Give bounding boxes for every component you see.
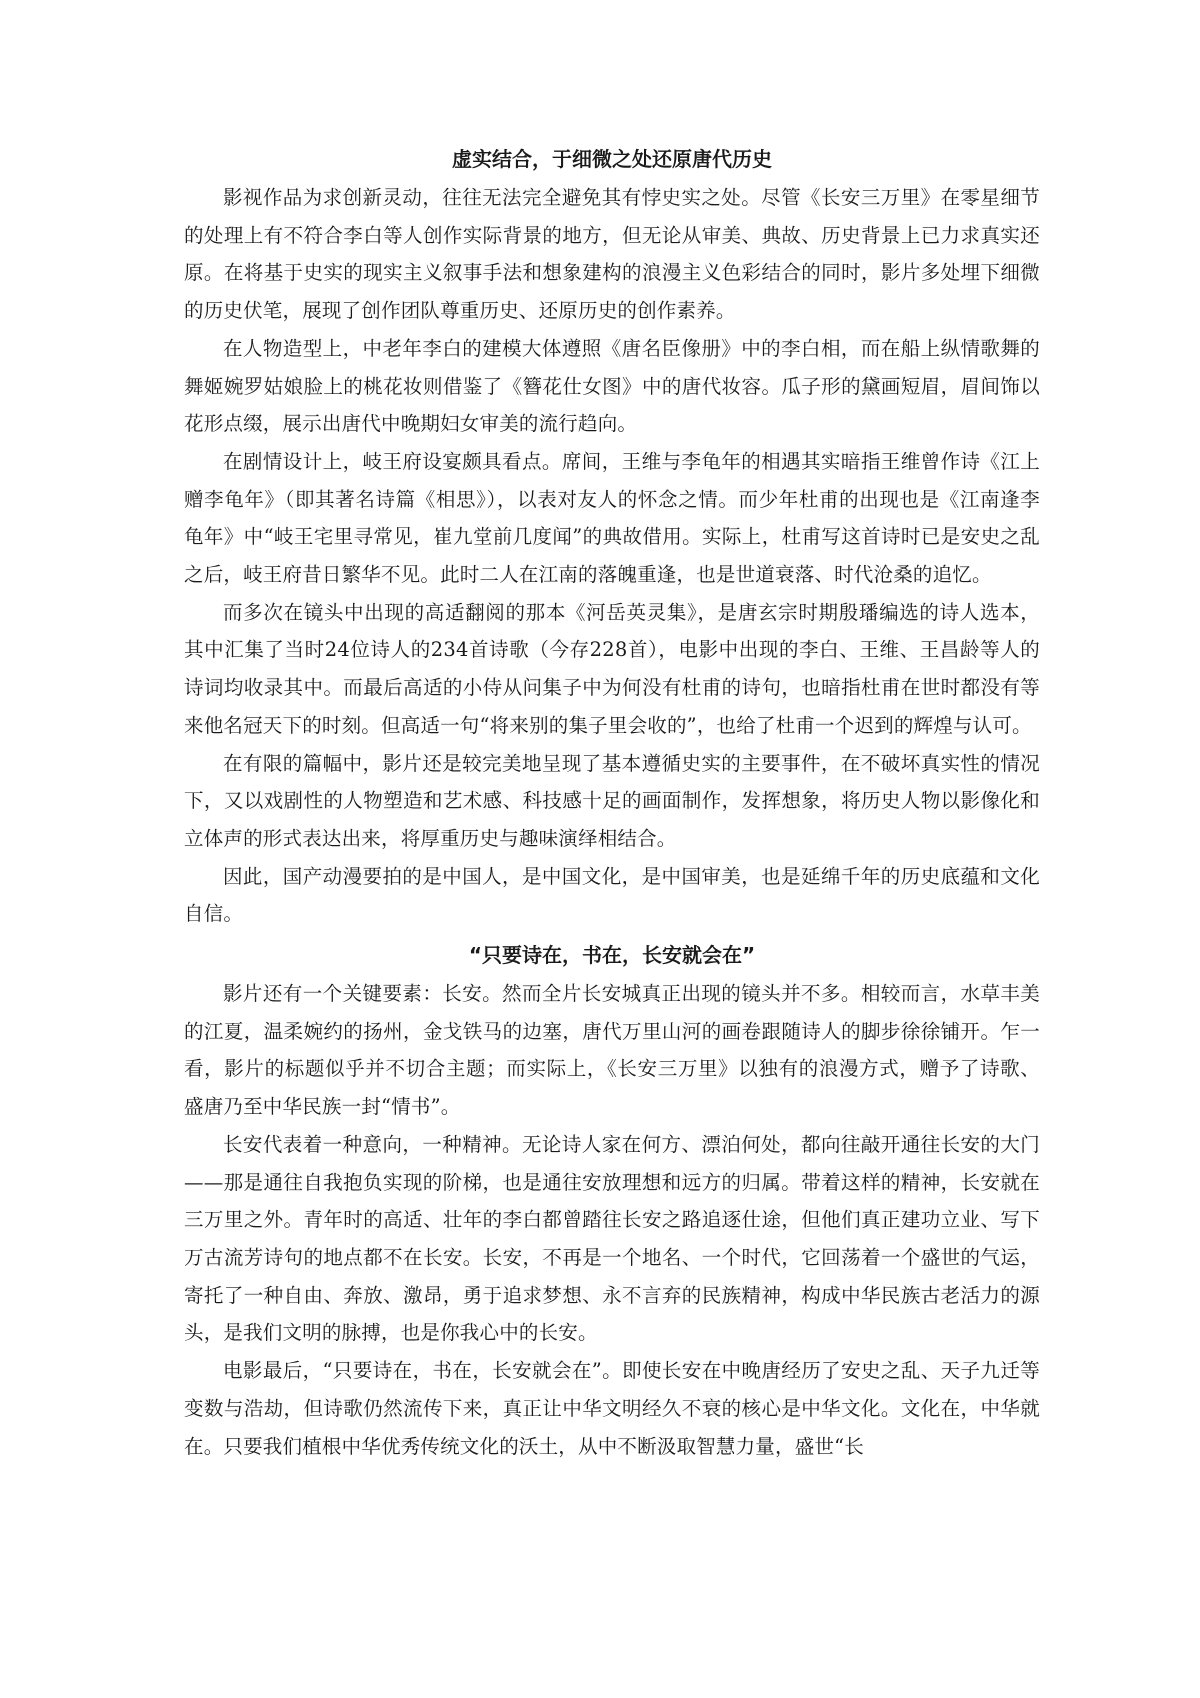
document-page [184, 143, 1040, 1465]
section-heading: “只要诗在，书在，长安就会在” [468, 943, 756, 968]
paragraph: 影片还有一个关键要素：长安。然而全片长安城真正出现的镜头并不多。相较而言，水草丰美的江夏，温柔婉约的扬州，金戈铁马的边塞，唐代万里山河的画卷跟随诗人的脚步徐徐铺开。乍一看，影片的标题似乎并不切合主题；而实际上，《长安三万里》以独有的浪漫方式，赠予了诗歌、盛唐乃至中华民族一封“情书”。 [184, 982, 1040, 1119]
section-heading: 虚实结合，于细微之处还原唐代历史 [452, 147, 772, 171]
paragraph: 影视作品为求创新灵动，往往无法完全避免其有悖史实之处。尽管《长安三万里》在零星细节的处理上有不符合李白等人创作实际背景的地方，但无论从审美、典故、历史背景上已力求真实还原。在将基于史实的现实主义叙事手法和想象建构的浪漫主义色彩结合的同时，影片多处埋下细微的历史伏笔，展现了创作团队尊重历史、还原历史的创作素养。 [184, 186, 1040, 323]
paragraph: 在人物造型上，中老年李白的建模大体遵照《唐名臣像册》中的李白相，而在船上纵情歌舞的舞姬婉罗姑娘脸上的桃花妆则借鉴了《簪花仕女图》中的唐代妆容。瓜子形的黛画短眉，眉间饰以花形点缀，展示出唐代中晚期妇女审美的流行趋向。 [184, 336, 1040, 436]
paragraph: 而多次在镜头中出现的高适翻阅的那本《河岳英灵集》，是唐玄宗时期殷璠编选的诗人选本，其中汇集了当时24位诗人的234首诗歌（今存228首），电影中出现的李白、王维、王昌龄等人的诗词均收录其中。而最后高适的小侍从问集子中为何没有杜甫的诗句，也暗指杜甫在世时都没有等来他名冠天下的时刻。但高适一句“将来别的集子里会收的”，也给了杜甫一个迟到的辉煌与认可。 [184, 600, 1040, 737]
paragraph: 电影最后，“只要诗在，书在，长安就会在”。即使长安在中晚唐经历了安史之乱、天子九迁等变数与浩劫，但诗歌仍然流传下来，真正让中华文明经久不衰的核心是中华文化。文化在，中华就在。只要我们植根中华优秀传统文化的沃土，从中不断汲取智慧力量，盛世“长 [184, 1359, 1040, 1458]
paragraph: 因此，国产动漫要拍的是中国人，是中国文化，是中国审美，也是延绵千年的历史底蕴和文化自信。 [184, 864, 1040, 926]
paragraph: 长安代表着一种意向，一种精神。无论诗人家在何方、漂泊何处，都向往敲开通往长安的大门——那是通往自我抱负实现的阶梯，也是通往安放理想和远方的归属。带着这样的精神，长安就在三万里之外。青年时的高适、壮年的李白都曾踏往长安之路追逐仕途，但他们真正建功立业、写下万古流芳诗句的地点都不在长安。长安，不再是一个地名、一个时代，它回荡着一个盛世的气运，寄托了一种自由、奔放、激昂，勇于追求梦想、永不言弃的民族精神，构成中华民族古老活力的源头，是我们文明的脉搏，也是你我心中的长安。 [184, 1132, 1040, 1345]
paragraph: 在剧情设计上，岐王府设宴颇具看点。席间，王维与李龟年的相遇其实暗指王维曾作诗《江上赠李龟年》（即其著名诗篇《相思》），以表对友人的怀念之情。而少年杜甫的出现也是《江南逢李龟年》中“岐王宅里寻常见，崔九堂前几度闻”的典故借用。实际上，杜甫写这首诗时已是安史之乱之后，岐王府昔日繁华不见。此时二人在江南的落魄重逢，也是世道衰落、时代沧桑的追忆。 [184, 449, 1040, 587]
paragraph: 在有限的篇幅中，影片还是较完美地呈现了基本遵循史实的主要事件，在不破坏真实性的情况下，又以戏剧性的人物塑造和艺术感、科技感十足的画面制作，发挥想象，将历史人物以影像化和立体声的形式表达出来，将厚重历史与趣味演绎相结合。 [184, 751, 1040, 850]
